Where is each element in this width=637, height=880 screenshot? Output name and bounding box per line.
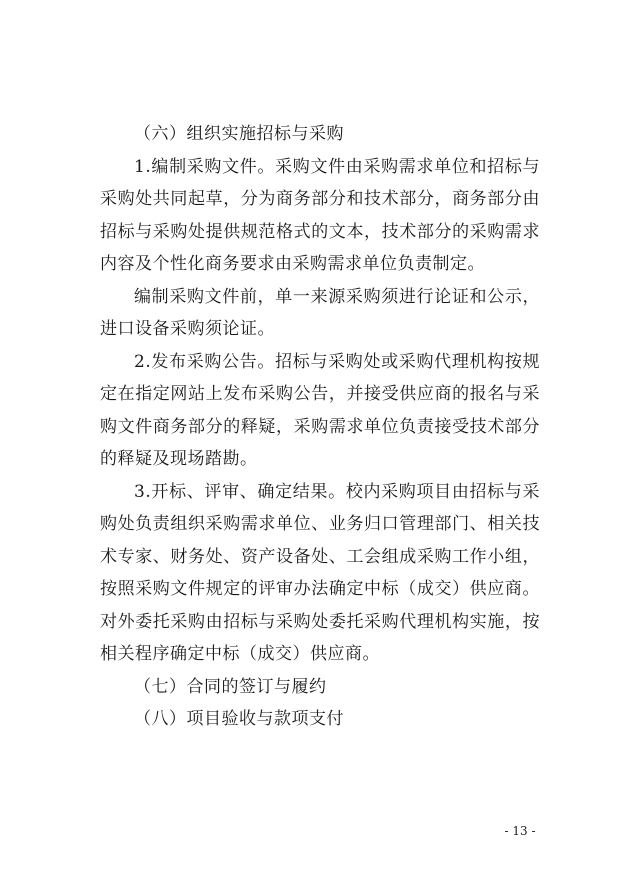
paragraph-single-source: 编制采购文件前，单一来源采购须进行论证和公示，进口设备采购须论证。: [100, 286, 540, 339]
paragraph-bid-opening: 3.开标、评审、确定结果。校内采购项目由招标与采购处负责组织采购需求单位、业务归口管理部门、相关技术专家、财务处、资产设备处、工会组成采购工作小组，按照采购文件规定的评审办法确定中标（成交）供应商。对外委托采购由招标与采购处委托采购代理机构实施，按相关程序确定中标（成交）供应商。: [100, 481, 540, 664]
section-heading-7: （七）合同的签订与履约: [134, 676, 327, 697]
paragraph-publish-notice: 2.发布采购公告。招标与采购处或采购代理机构按规定在指定网站上发布采购公告，并接受供应商的报名与采购文件商务部分的释疑，采购需求单位负责接受技术部分的释疑及现场踏勘。: [100, 351, 540, 469]
paragraph-prepare-documents: 1.编制采购文件。采购文件由采购需求单位和招标与采购处共同起草，分为商务部分和技术部分，商务部分由招标与采购处提供规范格式的文本，技术部分的采购需求内容及个性化商务要求由采购需求单位负责制定。: [100, 156, 540, 274]
page-number: - 13 -: [504, 824, 536, 838]
section-heading-6: （六）组织实施招标与采购: [134, 124, 344, 144]
section-heading-8: （八）项目验收与款项支付: [134, 709, 344, 729]
document-body: [100, 118, 540, 736]
